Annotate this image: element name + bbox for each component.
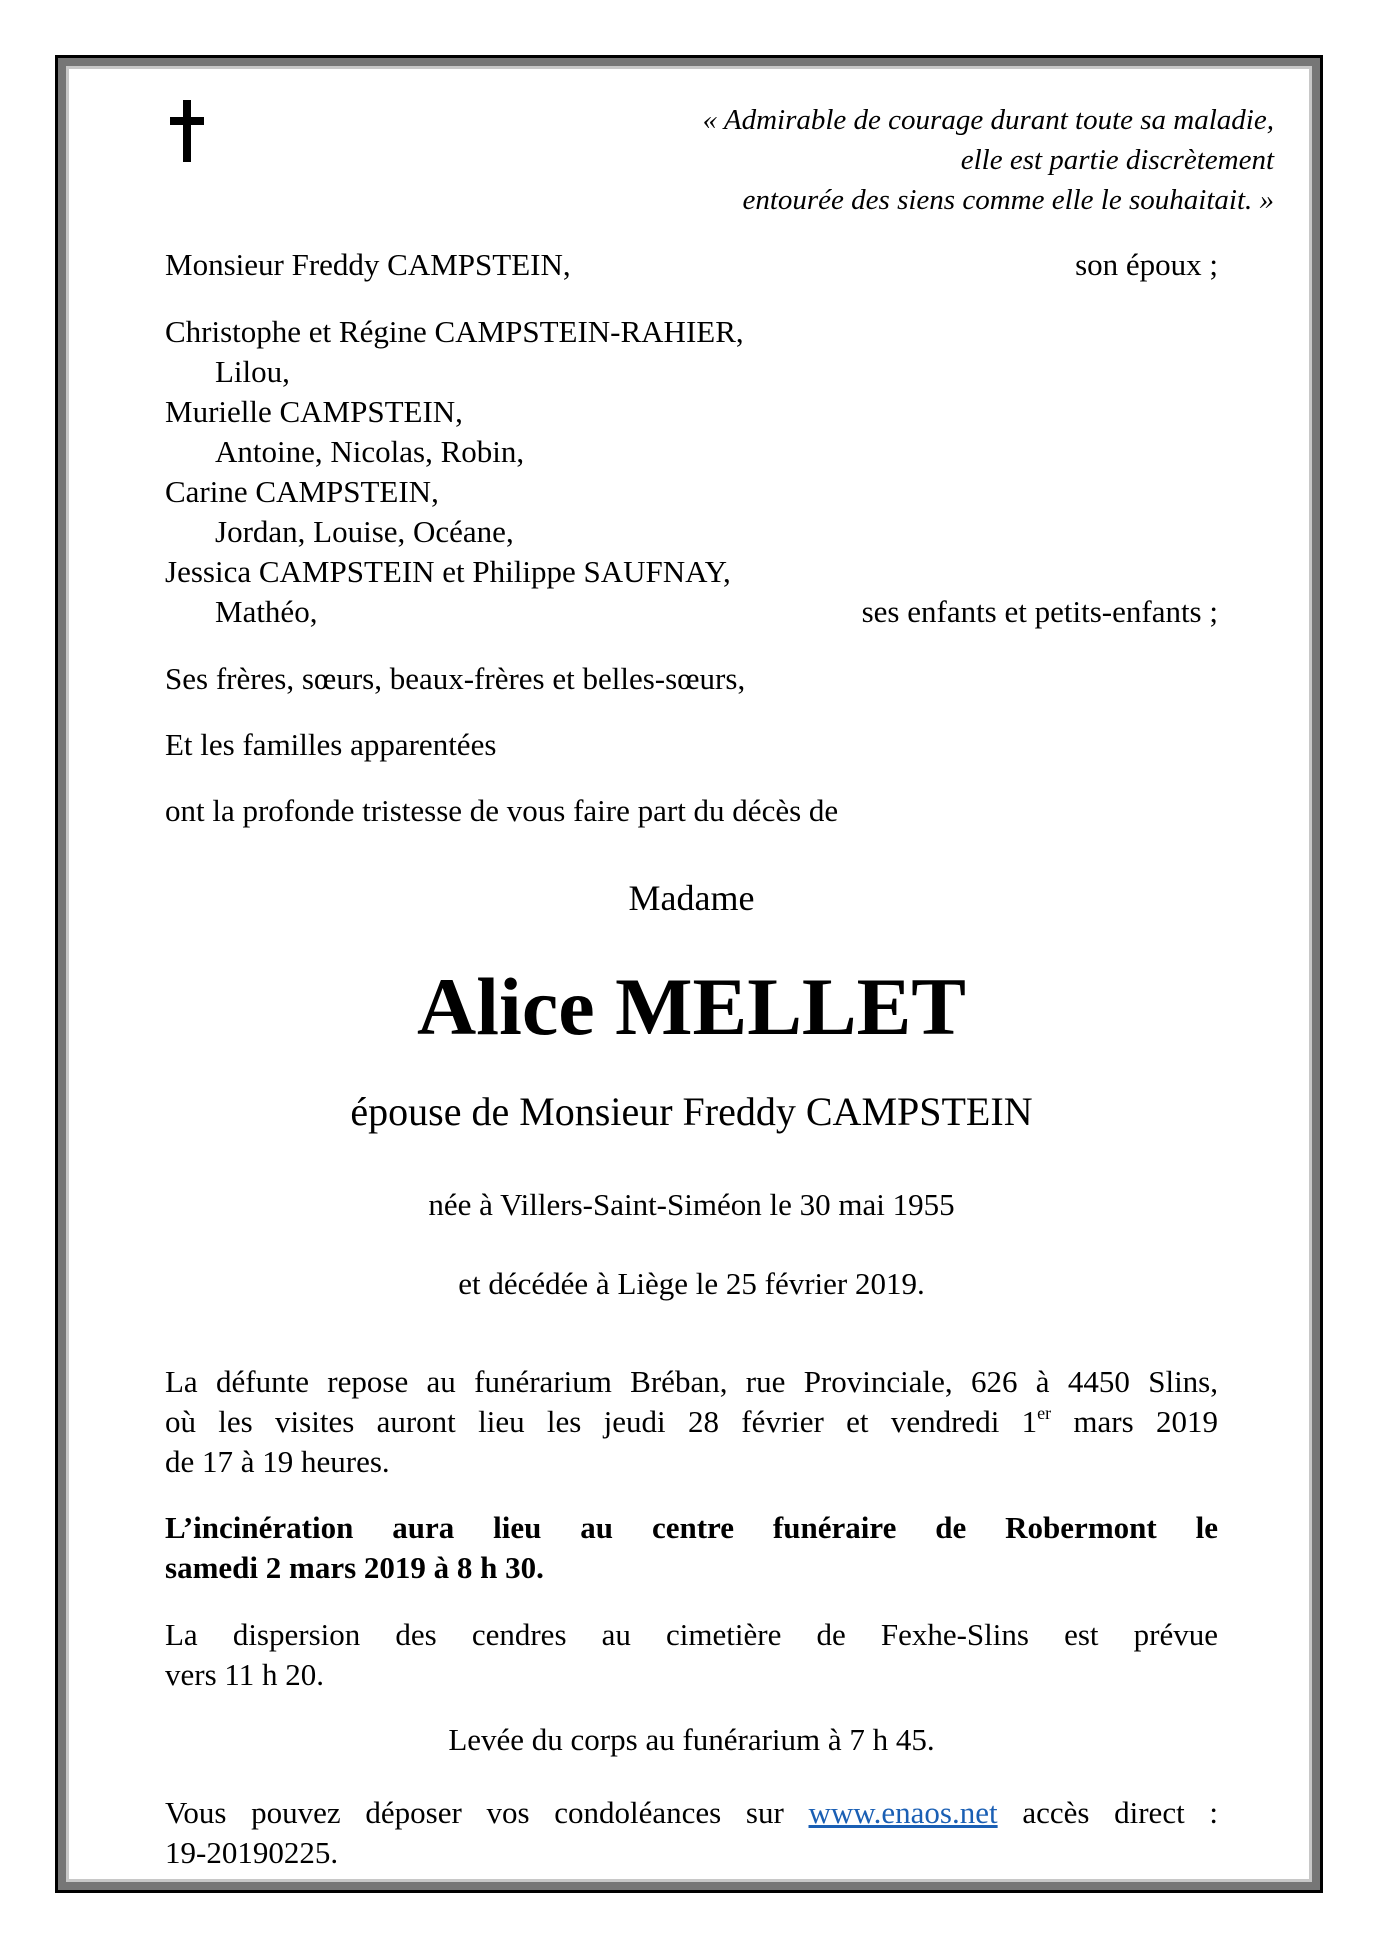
siblings-line: Ses frères, sœurs, beaux-frères et belles-sœurs, xyxy=(165,661,746,696)
condolences-line xyxy=(165,1793,1218,1833)
condolences-paragraph xyxy=(165,1793,1218,1873)
family-line: Jessica CAMPSTEIN et Philippe SAUFNAY, xyxy=(165,554,731,589)
dispersion-line: La dispersion des cendres au cimetière de Fexhe-Slins est prévue xyxy=(165,1617,1218,1652)
family-line: Antoine, Nicolas, Robin, xyxy=(215,434,525,469)
family-line: Murielle CAMPSTEIN, xyxy=(165,394,463,429)
ordinal-suffix: er xyxy=(1037,1403,1052,1423)
quote-line: entourée des siens comme elle le souhaitait. » xyxy=(742,184,1274,216)
family-line: Christophe et Régine CAMPSTEIN-RAHIER, xyxy=(165,314,744,349)
family-line: Carine CAMPSTEIN, xyxy=(165,474,439,509)
visitation-line: La défunte repose au funérarium Bréban, rue Provinciale, 626 à 4450 Slins, xyxy=(165,1364,1218,1399)
access-code: 19-20190225. xyxy=(165,1835,339,1870)
dispersion-line: vers 11 h 20. xyxy=(165,1657,324,1692)
quote-line: « Admirable de courage durant toute sa maladie, xyxy=(702,104,1274,136)
enaos-link[interactable]: www.enaos.net xyxy=(808,1795,998,1830)
death-line: et décédée à Liège le 25 février 2019. xyxy=(458,1266,925,1301)
children-relation: ses enfants et petits-enfants ; xyxy=(861,594,1218,629)
visitation-text: mars 2019 xyxy=(1051,1404,1218,1439)
latin-cross-icon xyxy=(170,100,204,162)
visitation-paragraph xyxy=(165,1362,1218,1482)
birth-line: née à Villers-Saint-Siméon le 30 mai 1955 xyxy=(428,1187,955,1222)
epigraph-quote xyxy=(703,100,1274,220)
quote-line: elle est partie discrètement xyxy=(960,144,1274,176)
spouse-relation: son époux ; xyxy=(1075,247,1218,282)
spouse-name: Monsieur Freddy CAMPSTEIN, xyxy=(165,247,571,282)
dispersion-paragraph xyxy=(165,1615,1218,1695)
deceased-spouse-line: épouse de Monsieur Freddy CAMPSTEIN xyxy=(350,1089,1033,1134)
announcement-line: ont la profonde tristesse de vous faire part du décès de xyxy=(165,793,839,828)
condolences-text: accès direct : xyxy=(997,1795,1219,1830)
cremation-line: samedi 2 mars 2019 à 8 h 30. xyxy=(165,1550,544,1585)
family-line: Jordan, Louise, Océane, xyxy=(215,514,514,549)
families-line: Et les familles apparentées xyxy=(165,727,497,762)
levee-line: Levée du corps au funérarium à 7 h 45. xyxy=(448,1722,935,1757)
family-line: Lilou, xyxy=(215,354,290,389)
deceased-name: Alice MELLET xyxy=(417,961,966,1052)
visitation-text: où les visites auront lieu les jeudi 28 février et vendredi 1 xyxy=(165,1404,1038,1439)
cremation-line: L’incinération aura lieu au centre funéraire de Robermont le xyxy=(165,1510,1218,1545)
cremation-paragraph xyxy=(165,1508,1218,1588)
deceased-title: Madame xyxy=(628,878,755,918)
visitation-line xyxy=(165,1402,1218,1442)
family-line: Mathéo, xyxy=(215,594,318,629)
condolences-text: Vous pouvez déposer vos condoléances sur xyxy=(165,1795,809,1830)
visitation-line: de 17 à 19 heures. xyxy=(165,1444,390,1479)
